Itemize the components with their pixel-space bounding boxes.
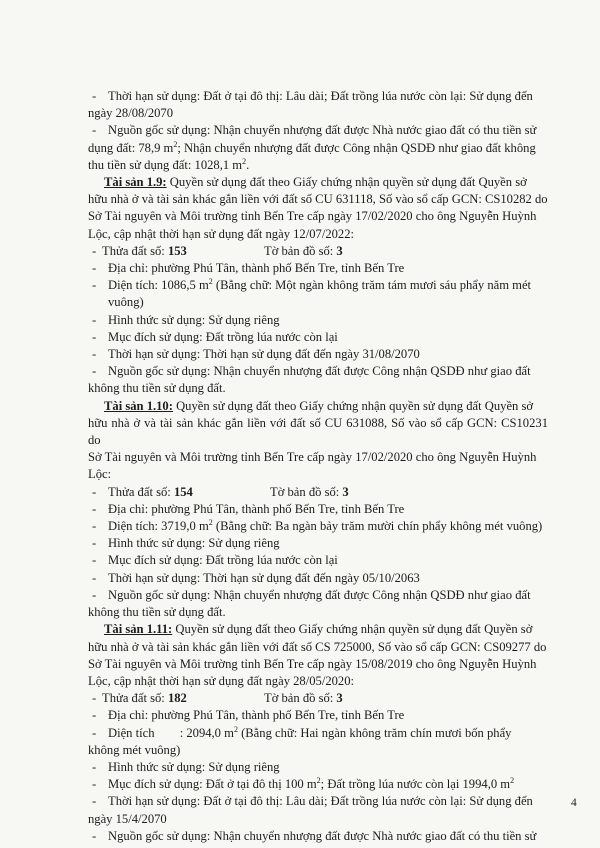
term-item: - Thời hạn sử dụng: Đất ở tại đô thị: Lâu dài; Đất trồng lúa nước còn lại: Sử dụng đến [92, 794, 533, 809]
asset-1-11-intro: Tài sản 1.11: Quyền sử dụng đất theo Giấy chứng nhận quyền sử dụng đất Quyền sở [104, 622, 533, 637]
asset-1-9-intro: Tài sản 1.9: Quyền sử dụng đất theo Giấy chứng nhận quyền sử dụng đất Quyền sở [104, 175, 527, 190]
purpose-item: - Mục đích sử dụng: Đất ở tại đô thị 100 $m^2$; Đất trồng lúa nước còn lại 1994,0 $m^2$ [92, 775, 515, 792]
page-number: 4 [571, 797, 577, 809]
asset-intro-line: Sở Tài nguyên và Môi trường tỉnh Bến Tre cấp ngày 17/02/2020 cho ông Nguyễn Huỳnh [88, 450, 537, 465]
area-item: - Diện tích: 3719,0 $m^2$ (Bằng chữ: Ba ngàn bảy trăm mười chín phẩy không mét vuông) [92, 517, 543, 534]
origin-item: - Nguồn gốc sử dụng: Nhận chuyển nhượng đất được Nhà nước giao đất có thu tiền sử [92, 828, 537, 843]
origin-item: - Nguồn gốc sử dụng: Nhận chuyển nhượng đất được Công nhận QSDĐ như giao đất [92, 587, 531, 602]
origin-item-cont: thu tiền sử dụng đất: 1028,1 $m^2$. [88, 156, 250, 172]
dash: - [92, 89, 97, 103]
purpose-item: - Mục đích sử dụng: Đất trồng lúa nước còn lại [92, 329, 338, 344]
origin-item-cont: không thu tiền sử dụng đất. [88, 381, 226, 396]
asset-intro-line: hữu nhà ở và tài sản khác gắn liền với đất số CS 725000, Số vào sổ cấp GCN: CS09277 do [88, 639, 547, 654]
area-item: - Diện tích: 1086,5 $m^2$ (Bằng chữ: Một ngàn không trăm tám mươi sáu phẩy năm mét [92, 277, 532, 293]
asset-title: Tài sản 1.11: [104, 622, 173, 637]
term-item: - Thời hạn sử dụng: Thời hạn sử dụng đất đến ngày 31/08/2070 [92, 347, 420, 362]
asset-intro-line: Lộc, cập nhật thời hạn sử dụng đất ngày 28/05/2020: [88, 673, 355, 688]
asset-intro-line: Sở Tài nguyên và Môi trường tỉnh Bến Tre cấp ngày 17/02/2020 cho ông Nguyễn Huỳnh [88, 209, 537, 224]
page-content [88, 88, 548, 845]
parcel-row: - Thửa đất số: 154 Tờ bản đồ số: 3 [92, 484, 349, 499]
parcel-row: - Thửa đất số: 182 Tờ bản đồ số: 3 [92, 691, 343, 706]
address-item: - Địa chỉ: phường Phú Tân, thành phố Bến Tre, tỉnh Bến Tre [92, 261, 405, 276]
term-item-cont: ngày 28/08/2070 [88, 106, 174, 121]
asset-intro-line: hữu nhà ở và tài sản khác gắn liền với đất số CU 631088, Số vào sổ cấp GCN: CS10231 do [88, 415, 548, 448]
asset-intro-line: Sở Tài nguyên và Môi trường tỉnh Bến Tre cấp ngày 15/08/2019 cho ông Nguyễn Huỳnh [88, 656, 537, 671]
asset-1-10-intro: Tài sản 1.10: Quyền sử dụng đất theo Giấy chứng nhận quyền sử dụng đất Quyền sở [104, 398, 534, 413]
area-item: - Diện tích : 2094,0 $m^2$ (Bằng chữ: Hai ngàn không trăm chín mươi bốn phẩy [92, 724, 512, 740]
asset-intro-line: Lộc: [88, 467, 112, 482]
term-item: - Thời hạn sử dụng: Thời hạn sử dụng đất đến ngày 05/10/2063 [92, 570, 420, 585]
origin-item: - Nguồn gốc sử dụng: Nhận chuyển nhượng đất được Nhà nước giao đất có thu tiền sử [88, 122, 548, 139]
term-item-cont: ngày 15/4/2070 [88, 811, 167, 826]
form-item: - Hình thức sử dụng: Sử dụng riêng [92, 759, 280, 774]
dash: - [92, 123, 97, 138]
asset-intro-line: Lộc, cập nhật thời hạn sử dụng đất ngày 12/07/2022: [88, 226, 355, 241]
term-item: - Thời hạn sử dụng: Đất ở tại đô thị: Lâu dài; Đất trồng lúa nước còn lại: Sử dụng đến [88, 88, 548, 105]
area-item-cont: không mét vuông) [88, 742, 181, 757]
origin-item-cont: không thu tiền sử dụng đất. [88, 605, 226, 620]
form-item: - Hình thức sử dụng: Sử dụng riêng [92, 536, 280, 551]
purpose-item: - Mục đích sử dụng: Đất trồng lúa nước còn lại [92, 553, 338, 568]
origin-item: - Nguồn gốc sử dụng: Nhận chuyển nhượng đất được Công nhận QSDĐ như giao đất [92, 364, 531, 379]
parcel-row: - Thửa đất số: 153 Tờ bản đồ số: 3 [92, 243, 343, 258]
asset-title: Tài sản 1.10: [104, 398, 173, 413]
form-item: - Hình thức sử dụng: Sử dụng riêng [92, 312, 280, 327]
address-item: - Địa chỉ: phường Phú Tân, thành phố Bến Tre, tỉnh Bến Tre [92, 501, 405, 516]
asset-title: Tài sản 1.9: [104, 175, 167, 190]
origin-item-cont: dụng đất: 78,9 $m^2$; Nhận chuyển nhượng đất được Công nhận QSDĐ như giao đất không [88, 139, 536, 155]
asset-intro-line: hữu nhà ở và tài sản khác gắn liền với đất số CU 631118, Số vào sổ cấp GCN: CS10282 do [88, 192, 548, 207]
address-item: - Địa chỉ: phường Phú Tân, thành phố Bến Tre, tỉnh Bến Tre [92, 708, 405, 723]
area-item-cont: vuông) [108, 295, 144, 310]
